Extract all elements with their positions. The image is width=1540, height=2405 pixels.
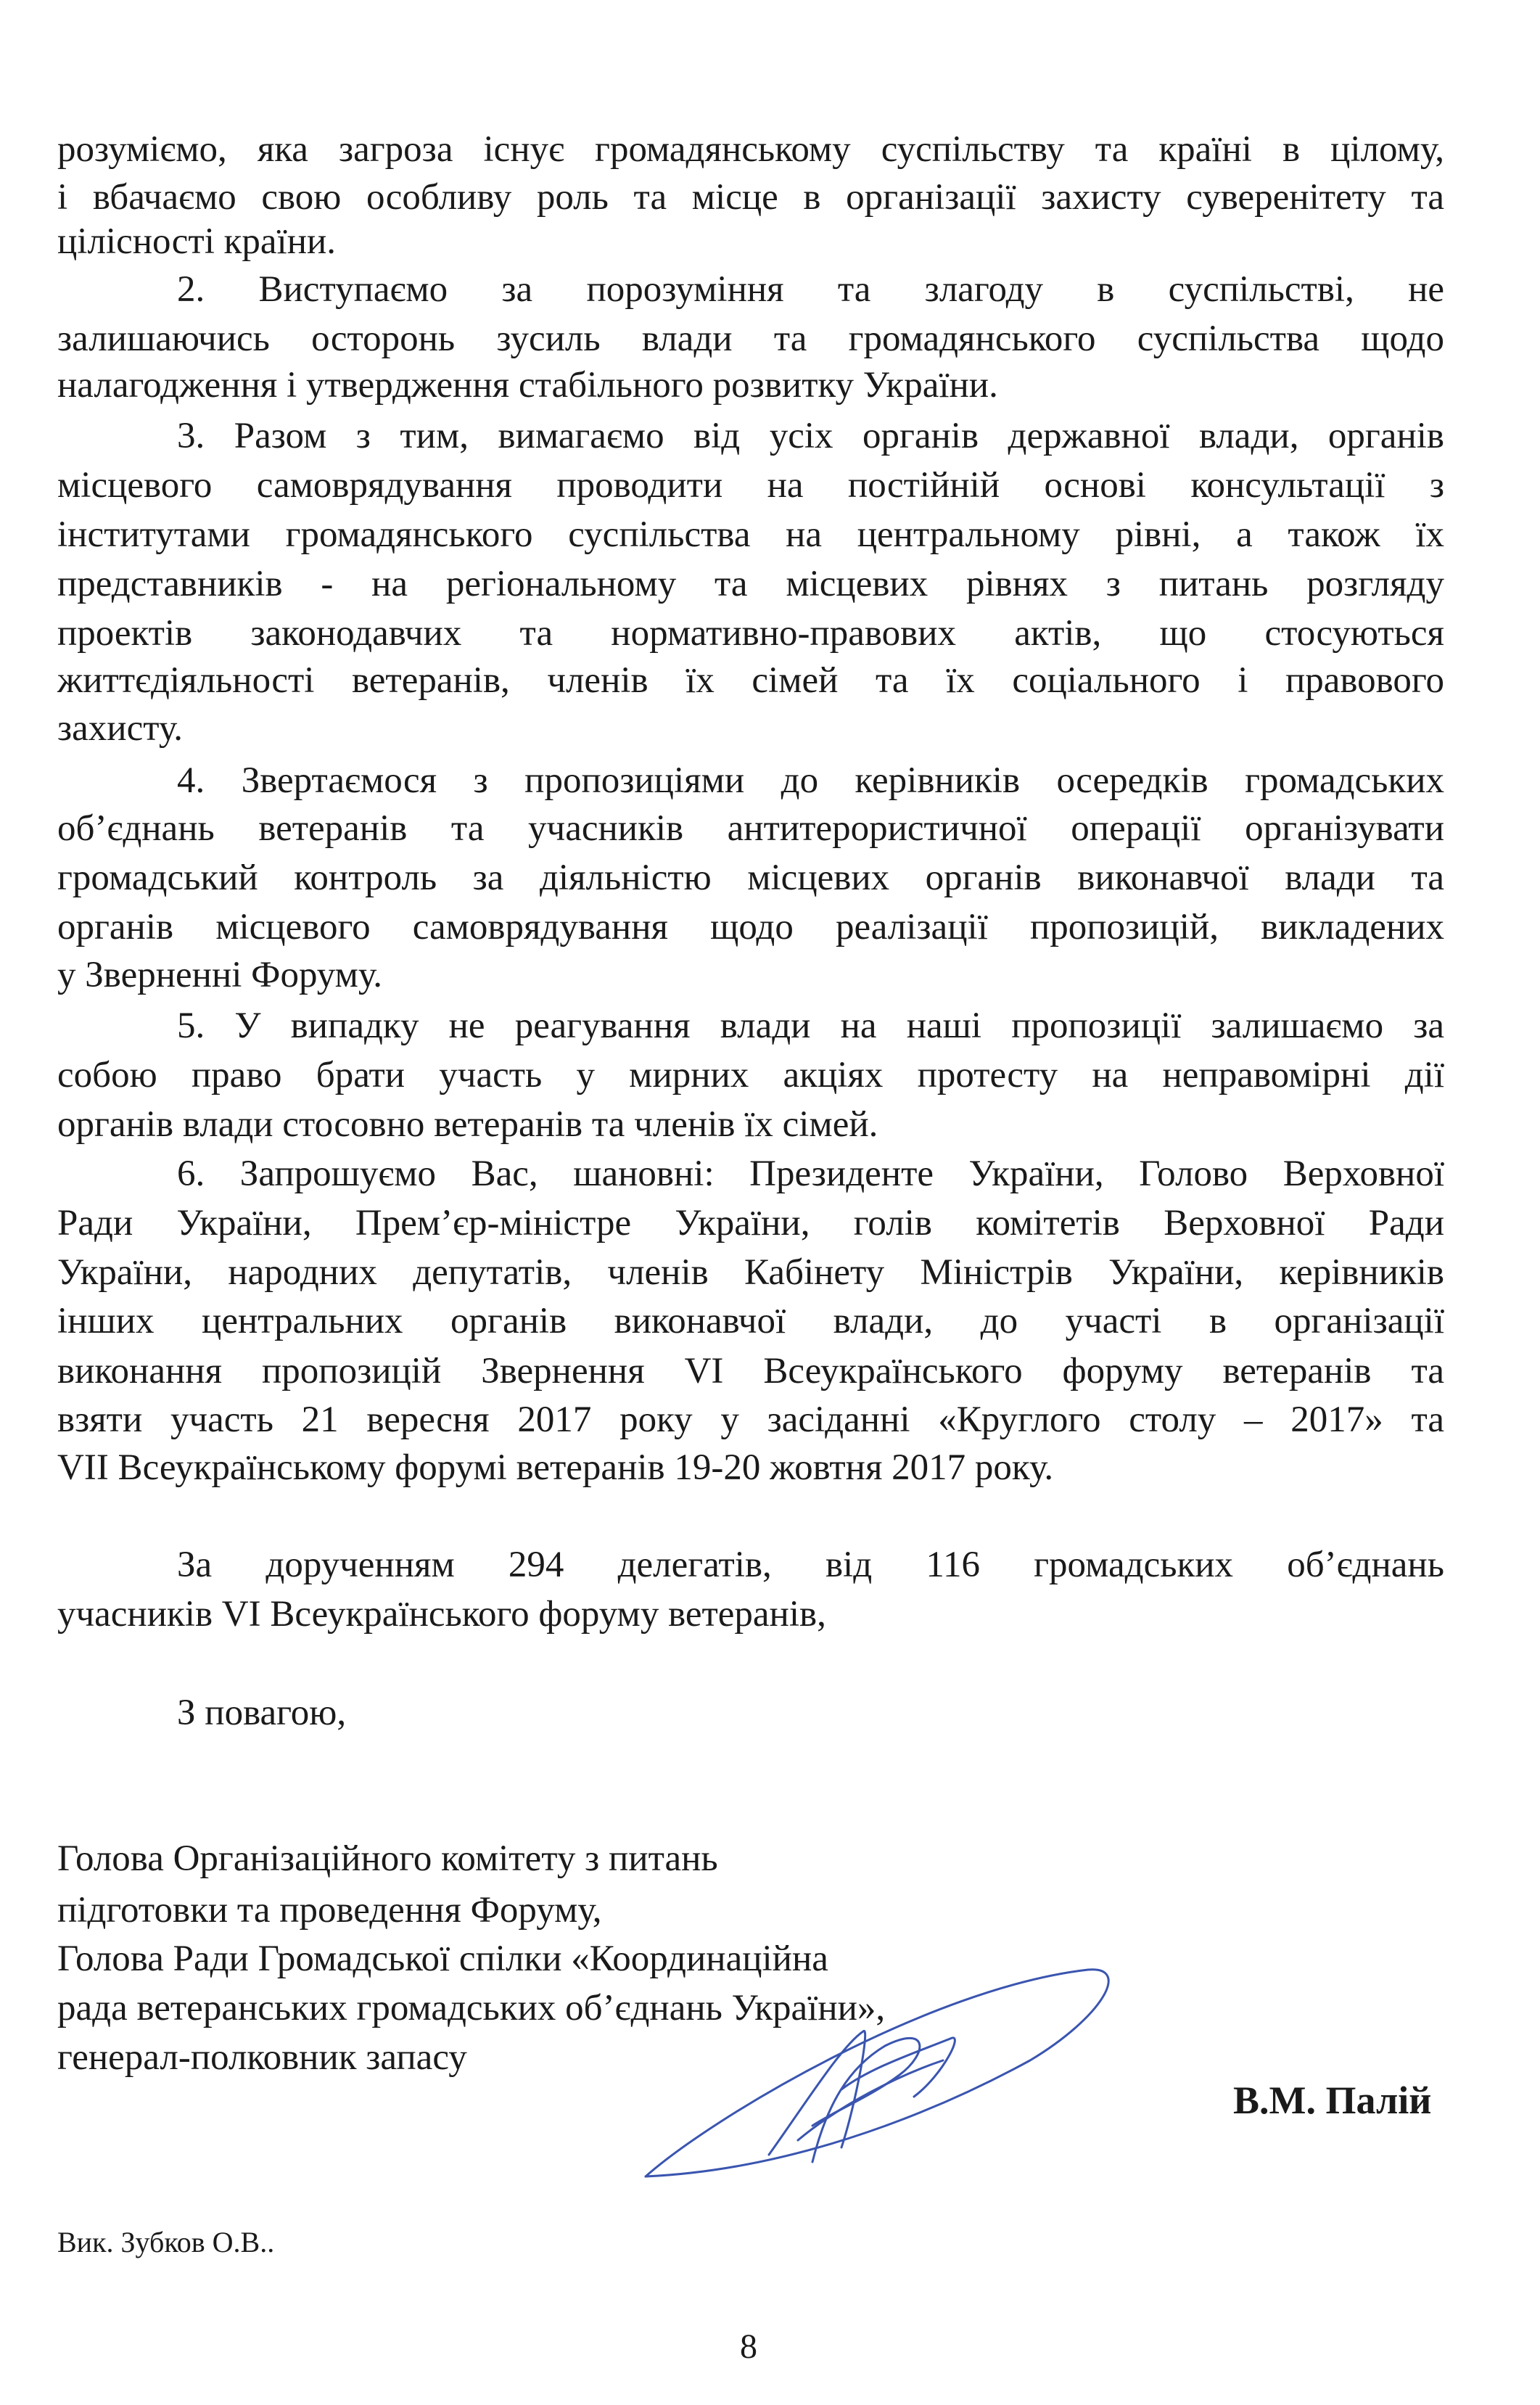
text-line: життєдіяльності ветеранів, членів їх сімей та їх соціального і правового xyxy=(57,660,1444,701)
text-line: розуміємо, яка загроза існує громадянському суспільству та країні в цілому, xyxy=(57,129,1444,170)
text-line: взяти участь 21 вересня 2017 року у засіданні «Круглого столу – 2017» та xyxy=(57,1399,1444,1440)
text-line: органів влади стосовно ветеранів та членів їх сімей. xyxy=(57,1104,878,1145)
text-line: VII Всеукраїнському форумі ветеранів 19-20 жовтня 2017 року. xyxy=(57,1447,1054,1488)
signatory-title-line: генерал-полковник запасу xyxy=(57,2037,467,2078)
text-line: 5. У випадку не реагування влади на наші пропозиції залишаємо за xyxy=(177,1006,1444,1046)
page-number: 8 xyxy=(740,2327,757,2366)
text-line: 4. Звертаємося з пропозиціями до керівників осередків громадських xyxy=(177,760,1444,801)
text-line: залишаючись осторонь зусиль влади та громадянського суспільства щодо xyxy=(57,318,1444,359)
text-line: України, народних депутатів, членів Кабінету Міністрів України, керівників xyxy=(57,1252,1444,1293)
text-line: 6. Запрошуємо Вас, шановні: Президенте України, Голово Верховної xyxy=(177,1154,1444,1194)
text-line: об’єднань ветеранів та учасників антитерористичної операції організувати xyxy=(57,808,1444,849)
handwritten-signature xyxy=(624,1959,1132,2191)
text-line: Ради України, Прем’єр-міністре України, голів комітетів Верховної Ради xyxy=(57,1203,1444,1243)
text-line: громадський контроль за діяльністю місцевих органів виконавчої влади та xyxy=(57,858,1444,898)
signatory-title-line: рада ветеранських громадських об’єднань України», xyxy=(57,1988,886,2028)
text-line: інститутами громадянського суспільства на центральному рівні, а також їх xyxy=(57,514,1444,555)
text-line: проектів законодавчих та нормативно-правових актів, що стосуються xyxy=(57,613,1444,654)
text-line: 2. Виступаємо за порозуміння та злагоду в суспільстві, не xyxy=(177,269,1444,310)
signatory-title-line: підготовки та проведення Форуму, xyxy=(57,1890,602,1931)
text-line: у Зверненні Форуму. xyxy=(57,955,383,995)
text-line: виконання пропозицій Звернення VI Всеукраїнського форуму ветеранів та xyxy=(57,1351,1444,1391)
text-line: представників - на регіональному та місцевих рівнях з питань розгляду xyxy=(57,564,1444,604)
signer-name: В.М. Палій xyxy=(1233,2079,1432,2122)
text-line: органів місцевого самоврядування щодо реалізації пропозицій, викладених xyxy=(57,907,1444,947)
text-line: захисту. xyxy=(57,708,183,749)
text-line: собою право брати участь у мирних акціях протесту на неправомірні дії xyxy=(57,1055,1444,1095)
text-line: налагодження і утвердження стабільного розвитку України. xyxy=(57,365,998,406)
text-line: інших центральних органів виконавчої влади, до участі в організації xyxy=(57,1301,1444,1341)
signatory-title-line: Голова Ради Громадської спілки «Координаційна xyxy=(57,1939,828,1979)
executor-note: Вик. Зубков О.В.. xyxy=(57,2226,275,2258)
text-line: За дорученням 294 делегатів, від 116 громадських об’єднань xyxy=(177,1545,1444,1585)
signatory-title-line: Голова Організаційного комітету з питань xyxy=(57,1838,718,1879)
text-line: місцевого самоврядування проводити на постійній основі консультації з xyxy=(57,465,1444,506)
text-line: учасників VI Всеукраїнського форуму ветеранів, xyxy=(57,1594,826,1635)
text-line: З повагою, xyxy=(177,1693,347,1733)
text-line: і вбачаємо свою особливу роль та місце в організації захисту суверенітету та xyxy=(57,177,1444,218)
text-line: цілісності країни. xyxy=(57,221,337,262)
text-line: 3. Разом з тим, вимагаємо від усіх органів державної влади, органів xyxy=(177,416,1444,456)
